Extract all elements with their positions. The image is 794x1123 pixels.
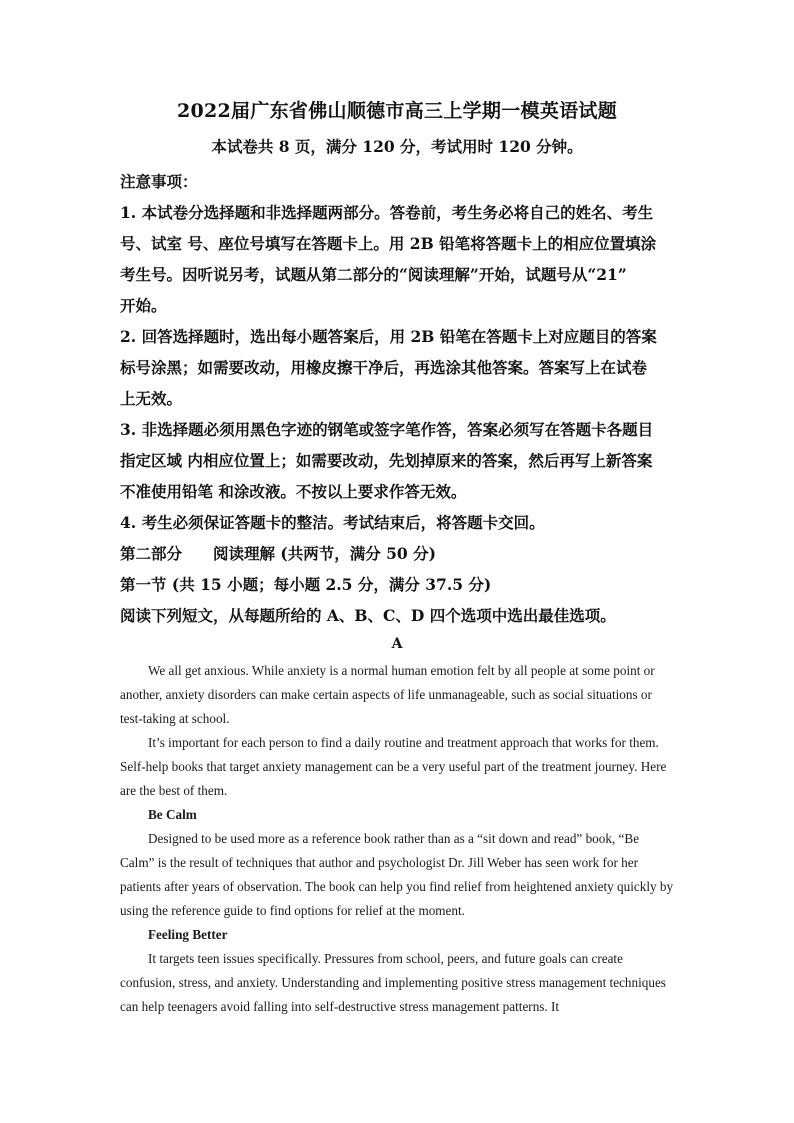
book-title-feeling-better: Feeling Better xyxy=(148,927,228,942)
document-title: 2022届广东省佛山顺德市高三上学期一模英语试题 xyxy=(176,100,618,122)
notes-heading: 注意事项： xyxy=(120,172,198,191)
passage-body xyxy=(120,659,676,1019)
paragraph-be-calm: Designed to be used more as a reference book rather than as a “sit down and read” book, “Be Calm” is the result of techniques that author and psychologist Dr. Jill Weber has seen work for her patients after years of observation. The book can help you find relief from heightened anxiety quickly by using the reference guide to find options for relief at the moment. xyxy=(120,831,674,918)
note-1-line-4: 开始。 xyxy=(120,296,167,315)
reading-instruction: 阅读下列短文，从每题所给的 A、B、C、D 四个选项中选出最佳选项。 xyxy=(120,606,616,625)
note-1-line-3: 考生号。因听说另考，试题从第二部分的“阅读理解”开始，试题号从“21” xyxy=(120,265,627,284)
note-4: 4. 考生必须保证答题卡的整洁。考试结束后，将答题卡交回。 xyxy=(120,513,545,532)
note-2-line-2: 标号涂黑；如需要改动，用橡皮擦干净后，再选涂其他答案。答案写上在试卷 xyxy=(120,358,648,377)
paragraph-2: It’s important for each person to find a daily routine and treatment approach that works for them. Self-help books that target anxiety management can be a very useful part of the treatment journey. Here are the best of them. xyxy=(120,735,667,798)
section-one-heading: 第一节 (共 15 小题；每小题 2.5 分，满分 37.5 分) xyxy=(120,575,492,594)
note-2-line-3: 上无效。 xyxy=(120,389,183,408)
note-2-line-1: 2. 回答选择题时，选出每小题答案后，用 2B 铅笔在答题卡上对应题目的答案 xyxy=(120,327,657,346)
paragraph-feeling-better: It targets teen issues specifically. Pressures from school, peers, and future goals can create confusion, stress, and anxiety. Understanding and implementing positive stress management techniques can help teenagers avoid falling into self-destructive stress management patterns. It xyxy=(120,951,666,1014)
paragraph-1: We all get anxious. While anxiety is a normal human emotion felt by all people at some point or another, anxiety disorders can make certain aspects of life unmanageable, such as social situations or test-taking at school. xyxy=(120,663,655,726)
exam-info: 本试卷共 8 页，满分 120 分，考试用时 120 分钟。 xyxy=(211,137,583,156)
note-3-line-1: 3. 非选择题必须用黑色字迹的钢笔或签字笔作答，答案必须写在答题卡各题目 xyxy=(120,420,654,439)
note-3-line-3: 不准使用铅笔 和涂改液。不按以上要求作答无效。 xyxy=(120,482,467,501)
note-3-line-2: 指定区域 内相应位置上；如需要改动，先划掉原来的答案，然后再写上新答案 xyxy=(120,451,653,470)
passage-label: A xyxy=(391,636,403,652)
note-1-line-2: 号、试室 号、座位号填写在答题卡上。用 2B 铅笔将答题卡上的相应位置填涂 xyxy=(120,234,657,253)
part-two-heading: 第二部分 阅读理解 (共两节，满分 50 分) xyxy=(120,544,436,563)
note-1-line-1: 1. 本试卷分选择题和非选择题两部分。答卷前，考生务必将自己的姓名、考生 xyxy=(120,203,654,222)
book-title-be-calm: Be Calm xyxy=(148,807,197,822)
